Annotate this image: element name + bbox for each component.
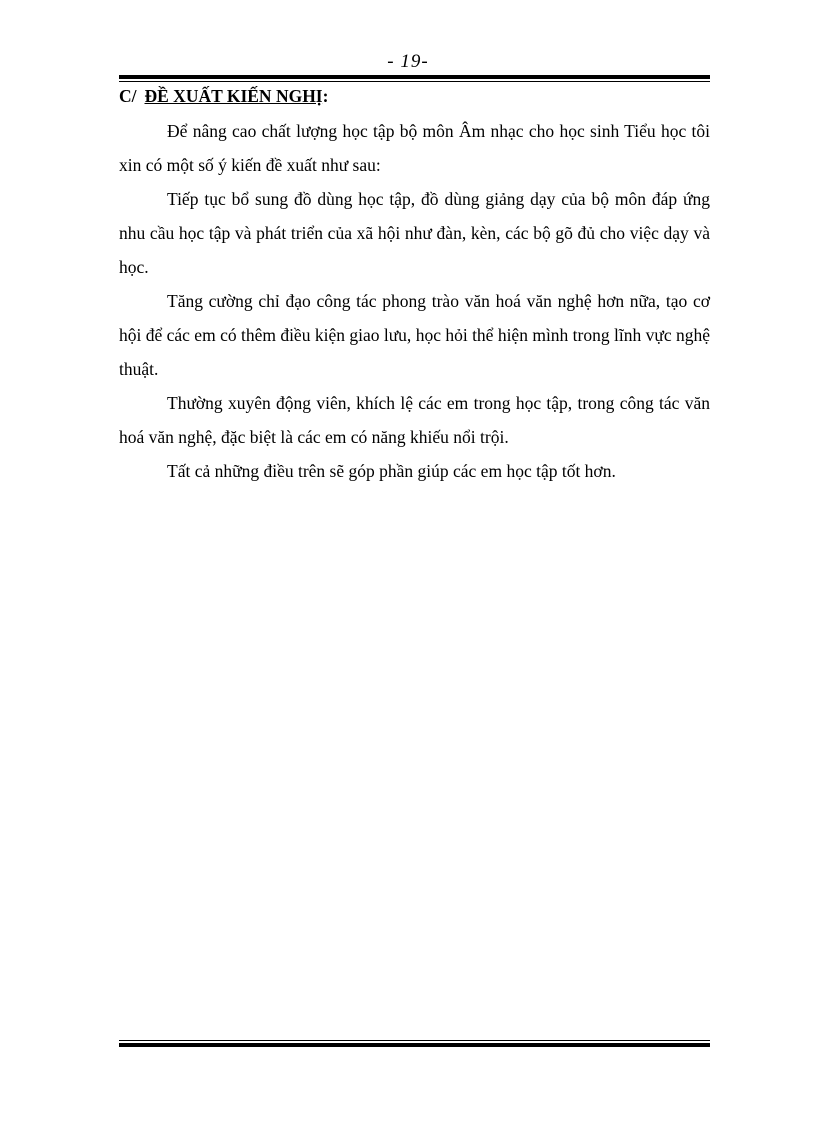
header-rule [119,75,710,82]
paragraph-intro: Để nâng cao chất lượng học tập bộ môn Âm nhạc cho học sinh Tiểu học tôi xin có một số ý kiến đề xuất như sau: [119,121,710,175]
footer-rule [119,1040,710,1047]
section-prefix: C/ [119,86,137,106]
paragraph-encouragement: Thường xuyên động viên, khích lệ các em trong học tập, trong công tác văn hoá văn nghệ, đặc biệt là các em có năng khiếu nổi trội. [119,393,710,447]
paragraph-conclusion: Tất cả những điều trên sẽ góp phần giúp các em học tập tốt hơn. [167,461,616,481]
page-number: - 19- [387,51,429,72]
section-heading [119,84,710,108]
paragraph-culture: Tăng cường chỉ đạo công tác phong trào văn hoá văn nghệ hơn nữa, tạo cơ hội để các em có thêm điều kiện giao lưu, học hỏi thể hiện mình trong lĩnh vực nghệ thuật. [119,291,710,379]
section-title: ĐỀ XUẤT KIẾN NGHỊ [144,86,323,106]
paragraph-equipment: Tiếp tục bổ sung đồ dùng học tập, đồ dùng giảng dạy của bộ môn đáp ứng nhu cầu học tập và phát triển của xã hội như đàn, kèn, các bộ gõ đủ cho việc dạy và học. [119,189,710,277]
document-body [119,84,710,488]
section-colon: : [322,86,329,106]
